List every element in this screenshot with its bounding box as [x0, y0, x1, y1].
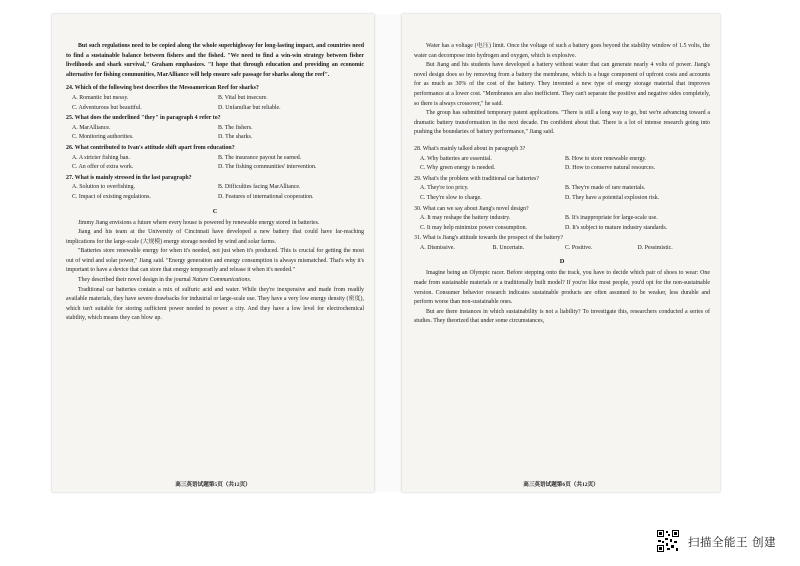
option-d: D. They have a potential explosion risk. [565, 194, 660, 201]
passage-c-paragraph-6: Water has a voltage (电压) limit. Once the voltage of such a battery goes beyond the stability window of 1.5 volts, the water can decompose into hydrogen and oxygen, which is explosive. [414, 43, 710, 59]
option-c: C. Adventurous but beautiful. [72, 104, 142, 111]
section-c-heading: C [212, 207, 218, 215]
option-a: A. Why batteries are essential. [420, 155, 492, 162]
option-a: A. MarAlliance. [72, 124, 111, 131]
question-stem: 30. What can we say about Jiang's novel design? [414, 205, 529, 212]
option-d: D. How to conserve natural resources. [565, 165, 656, 172]
option-b: B. They're made of rare materials. [565, 185, 646, 192]
option-a: A. Solution to overfishing. [72, 184, 135, 191]
option-d: D. The fishing communities' intervention. [218, 164, 317, 171]
question-stem: 31. What is Jiang's attitude towards the prospect of the battery? [414, 235, 563, 242]
section-d-heading: D [559, 258, 565, 266]
option-b: B. The fishers. [218, 124, 253, 131]
option-c: C. They're slow to charge. [420, 194, 482, 201]
question-25 [66, 114, 364, 143]
option-c: C. Why green energy is needed. [420, 165, 496, 172]
option-a: A. A stricter fishing ban. [72, 154, 130, 161]
question-26 [66, 144, 364, 173]
exam-page-6 [402, 14, 720, 492]
question-28 [414, 145, 710, 174]
option-b: B. Difficulties facing MarAlliance. [218, 184, 301, 191]
option-c: C. It may help minimize power consumption. [420, 224, 527, 231]
option-d: D. It's subject to mature industry standards. [565, 224, 668, 231]
passage-c-paragraph-4 [66, 276, 364, 286]
option-a: A. They're too pricy. [420, 185, 469, 192]
option-a: A. It may reshape the battery industry. [420, 215, 511, 222]
option-b: B. How to store renewable energy. [565, 155, 647, 162]
passage-b-final-paragraph: But such regulations need to be copied along the whole superhighway for long-lasting impact, and countries need to find a sustainable balance between fishers and the fished. "We need to find a win-win strategy between fisher livelihoods and shark survival," Graham emphasizes. "I hope that through education and providing an economic alternative for fishing communities, MarAlliance will help ensure safe passage for sharks along the reef". [66, 43, 364, 78]
question-stem: 28. What's mainly talked about in paragraph 3? [414, 145, 526, 152]
option-c: C. Positive. [565, 244, 593, 251]
paragraph-text-end: . [249, 277, 252, 284]
page-footer: 高三英语试题第6页（共12页） [523, 482, 599, 488]
option-d: D. Unfamiliar but reliable. [218, 104, 281, 111]
page-footer: 高三英语试题第5页（共12页） [175, 482, 251, 488]
question-24 [66, 84, 364, 113]
qr-code-icon [656, 529, 680, 553]
question-stem: 25. What does the underlined "they" in paragraph 4 refer to? [66, 115, 221, 122]
passage-c-paragraph-1: Jimmy Jiang envisions a future where every house is powered by renewable energy stored in batteries. [78, 219, 320, 226]
question-27 [66, 174, 364, 203]
option-b: B. Vital but insecure. [218, 94, 268, 101]
question-30 [414, 205, 710, 234]
passage-c-paragraph-8: The group has submitted temporary patent applications. "There is still a long way to go, but we're advancing toward a dramatic battery transformation in the next decade. I'm confident about that. There is a lot of intense research going into pushing the boundaries of battery performance," Jiang said. [414, 110, 710, 136]
exam-page-5 [52, 14, 374, 492]
option-d: D. Features of international cooperation. [218, 193, 314, 200]
passage-d-paragraph-2: But are there instances in which sustainability is not a liability? To investigate this, researchers conducted a series of studies. They theorized that under some circumstances, [414, 308, 710, 325]
option-c: C. Impact of existing regulations. [72, 193, 151, 200]
question-stem: 24. Which of the following best describes the Mesoamerican Reef for sharks? [66, 85, 259, 92]
option-b: B. It's inappropriate for large-scale use. [565, 215, 658, 222]
option-a: A. Romantic but messy. [72, 94, 129, 101]
option-c: C. An offer of extra work. [72, 164, 134, 171]
option-c: C. Monitoring authorities. [72, 134, 134, 141]
question-31 [414, 234, 710, 253]
paragraph-text: They described their novel design in the journal [78, 277, 193, 284]
option-d: D. The sharks. [218, 134, 253, 141]
option-d: D. Pessimistic. [637, 244, 673, 251]
passage-c-paragraph-3: "Batteries store renewable energy for when it's needed, not just when it's produced. This is crucial for getting the most out of wind and solar power," Jiang said. "Energy generation and energy consumption is always mismatched. That's why it's important to have a device that can store that energy temporarily and release it when it's needed." [66, 248, 364, 274]
question-stem: 26. What contributed to Ivan's attitude shift apart from education? [66, 144, 235, 151]
passage-d-paragraph-1: Imagine being an Olympic racer. Before stepping onto the track, you have to decide which pair of shoes to wear: One made from sustainable materials or a traditionally built model? If you're like most people, you'd opt for the non-sustainable version. Consumer behavior research indicates sustainable products are often assumed to be weaker, less durable and perform worse than non-sustainable ones. [414, 270, 710, 306]
option-a: A. Dismissive. [420, 244, 455, 251]
journal-title: Nature Communications [192, 277, 250, 284]
question-stem: 29. What's the problem with traditional car batteries? [414, 175, 539, 182]
question-29 [414, 175, 710, 204]
passage-c-paragraph-2: Jiang and his team at the University of Cincinnati have developed a new battery that could have far-reaching implications for the large-scale (大规模) energy storage needed by wind and solar farms. [66, 229, 364, 245]
page-gutter [374, 14, 402, 492]
passage-c-paragraph-5: Traditional car batteries contain a mix of sulfuric acid and water. While they're inexpensive and made from readily available materials, they have severe drawbacks for industrial or large-scale use. They have a very low energy density (密度), which isn't suitable for storing sufficient power needed to power a city. And they have a low level for electrochemical stability, which means they can blow up. [66, 286, 364, 322]
question-stem: 27. What is mainly stressed in the last paragraph? [66, 174, 192, 181]
passage-c-paragraph-7: But Jiang and his students have developed a battery without water that can generate nearly 4 volts of power. Jiang's novel design does so by removing from a battery the membrane, which is a huge component of upfront costs and accounts for as much as 30% of the cost of the battery. They invented a new type of energy storage material that improves performance at a lower cost. "Membranes are also inefficient. They can't separate the positive and negative sides completely, so there is always crossover," he said. [414, 62, 710, 107]
scanner-watermark: 扫描全能王 创建 [688, 535, 777, 549]
option-b: B. Uncertain. [492, 244, 525, 251]
option-b: B. The insurance payout he earned. [218, 154, 302, 161]
